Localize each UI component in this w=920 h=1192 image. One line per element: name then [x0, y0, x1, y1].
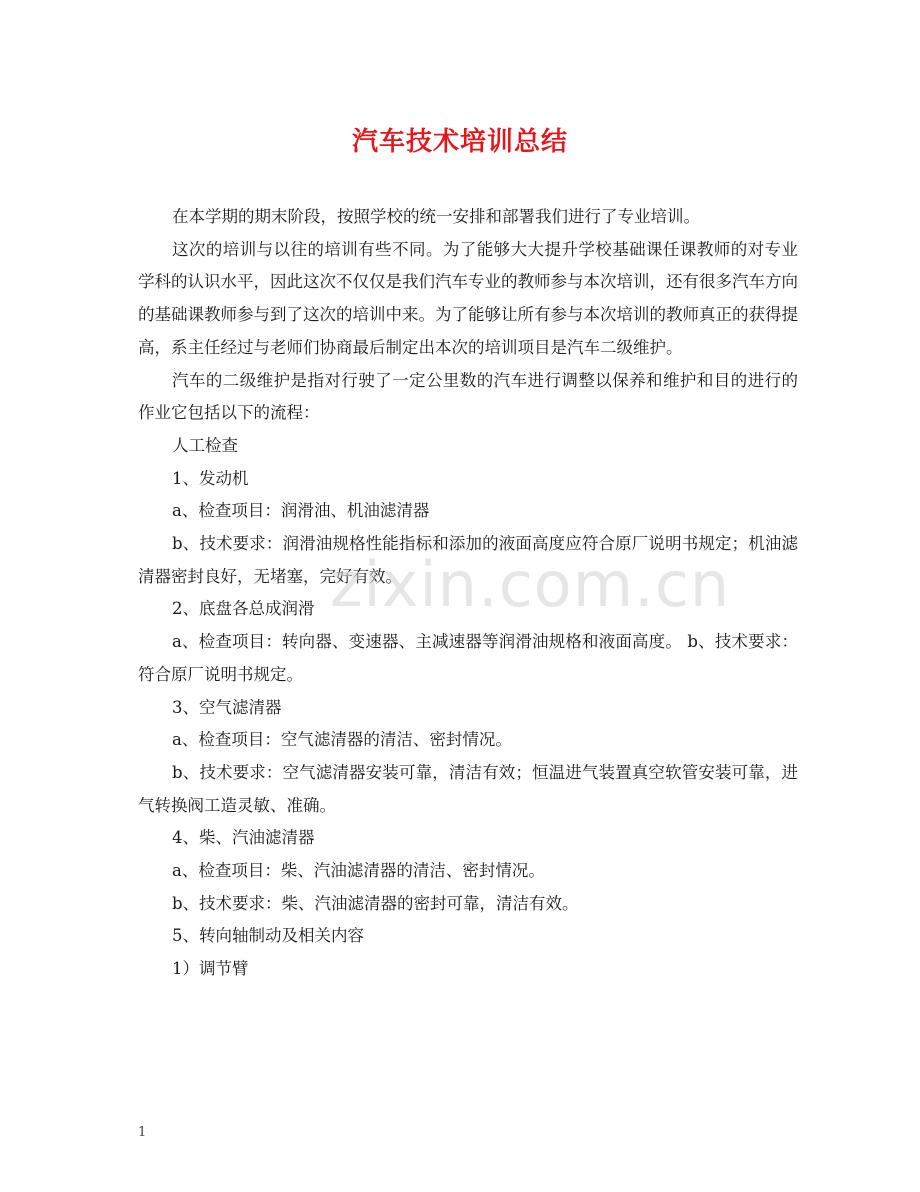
- item-steering-brake: 5、转向轴制动及相关内容: [172, 926, 364, 946]
- item-engine-requirement: b、技术要求：润滑油规格性能指标和添加的液面高度应符合原厂说明书规定；机油滤清器密封良好，无堵塞，完好有效。: [138, 534, 798, 586]
- item-engine-check: a、检查项目：润滑油、机油滤清器: [172, 501, 430, 521]
- item-chassis-check-requirement: a、检查项目：转向器、变速器、主减速器等润滑油规格和液面高度。 b、技术要求：符合原厂说明书规定。: [138, 632, 798, 684]
- item-fuel-filter: 4、柴、汽油滤清器: [172, 828, 315, 848]
- watermark: zixin.com.cn: [330, 548, 731, 621]
- item-engine: 1、发动机: [172, 468, 249, 488]
- page-number: 1: [138, 1125, 147, 1140]
- item-adjusting-arm: 1）调节臂: [172, 959, 249, 979]
- item-chassis-lubrication: 2、底盘各总成润滑: [172, 599, 315, 619]
- item-fuel-filter-requirement: b、技术要求：柴、汽油滤清器的密封可靠，清洁有效。: [172, 893, 579, 913]
- paragraph-background: 这次的培训与以往的培训有些不同。为了能够大大提升学校基础课任课教师的对专业学科的认识水平，因此这次不仅仅是我们汽车专业的教师参与本次培训，还有很多汽车方向的基础课教师参与到了这次的培训中来。为了能够让所有参与本次培训的教师真正的获得提高，系主任经过与老师们协商最后制定出本次的培训项目是汽车二级维护。: [138, 239, 798, 357]
- document-body: [138, 201, 798, 986]
- item-air-filter: 3、空气滤清器: [172, 697, 282, 717]
- paragraph-intro: 在本学期的期末阶段，按照学校的统一安排和部署我们进行了专业培训。: [172, 207, 700, 226]
- item-fuel-filter-check: a、检查项目：柴、汽油滤清器的清洁、密封情况。: [172, 861, 545, 881]
- item-air-filter-requirement: b、技术要求：空气滤清器安装可靠，清洁有效；恒温进气装置真空软管安装可靠，进气转换阀工造灵敏、准确。: [138, 762, 798, 815]
- section-heading-manual-check: 人工检查: [172, 435, 238, 455]
- paragraph-definition: 汽车的二级维护是指对行驶了一定公里数的汽车进行调整以保养和维护和目的进行的作业它包括以下的流程：: [138, 370, 798, 423]
- item-air-filter-check: a、检查项目：空气滤清器的清洁、密封情况。: [172, 730, 512, 750]
- page-title: 汽车技术培训总结: [351, 127, 568, 157]
